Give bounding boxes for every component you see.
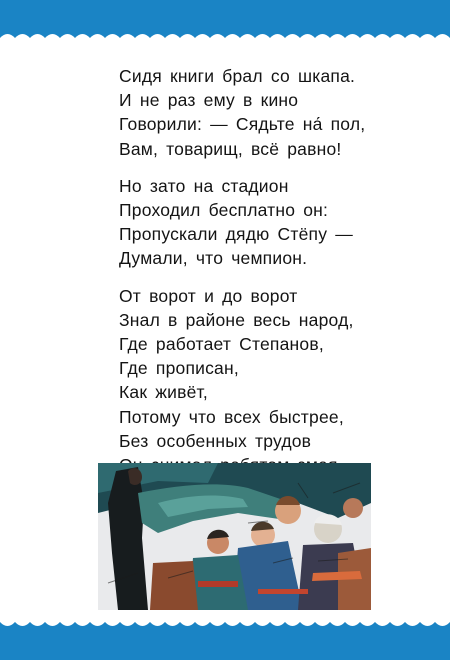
poem-line: Где работает Степанов, <box>119 334 324 355</box>
poem-line: Вам, товарищ, всё равно! <box>119 138 342 159</box>
poem-line: От ворот и до ворот <box>119 285 298 306</box>
poem-text <box>119 64 419 514</box>
poem-line: Пропускали дядю Стёпу — <box>119 224 353 245</box>
poem-line: Без особенных трудов <box>119 430 312 451</box>
poem-line: Думали, что чемпион. <box>119 248 308 269</box>
top-wave-border <box>0 30 450 44</box>
poem-line: Но зато на стадион <box>119 175 289 196</box>
cinema-audience-illustration <box>98 463 371 610</box>
poem-line: Знал в районе весь народ, <box>119 309 354 330</box>
poem-line: И не раз ему в кино <box>119 90 299 111</box>
stanza-1 <box>119 64 419 161</box>
bottom-wave-border <box>0 616 450 630</box>
poem-line: Проходил бесплатно он: <box>119 200 329 221</box>
poem-line: Как живёт, <box>119 382 208 403</box>
poem-line: Где прописан, <box>119 358 239 379</box>
poem-line: Сидя книги брал со шкапа. <box>119 66 356 86</box>
poem-line: Потому что всех быстрее, <box>119 406 344 427</box>
poem-line: Говорили: — Сядьте на́ пол, <box>119 114 366 135</box>
stanza-2 <box>119 174 419 271</box>
